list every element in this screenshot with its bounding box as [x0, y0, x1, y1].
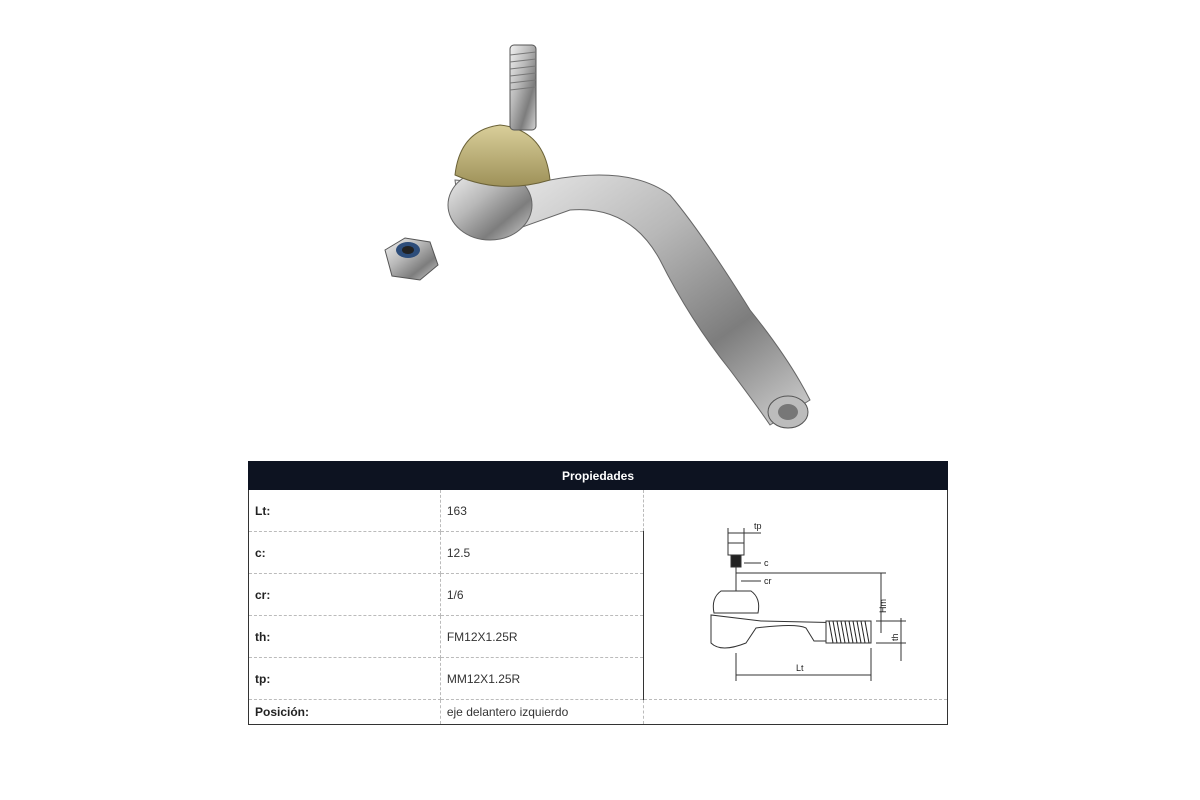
label-lt: Lt: [795, 663, 804, 673]
row-label: Posición:: [249, 700, 441, 725]
row-value: 163: [440, 490, 643, 532]
label-cr: cr: [763, 576, 772, 586]
row-label: th:: [249, 616, 441, 658]
row-label: c:: [249, 532, 441, 574]
table-header: Propiedades: [249, 462, 948, 490]
label-th: th: [889, 633, 900, 641]
product-image: [370, 30, 820, 450]
row-value: 1/6: [440, 574, 643, 616]
label-c: c: [763, 558, 769, 568]
row-label: Lt:: [249, 490, 441, 532]
row-value: MM12X1.25R: [440, 658, 643, 700]
table-row: [249, 490, 948, 532]
dimension-diagram-cell: [644, 490, 948, 700]
empty-cell: [644, 700, 948, 725]
dimension-diagram: [686, 503, 906, 683]
row-value: 12.5: [440, 532, 643, 574]
properties-table: [248, 461, 948, 725]
row-value: FM12X1.25R: [440, 616, 643, 658]
table-header-row: [249, 462, 948, 490]
label-tp: tp: [753, 521, 762, 531]
row-label: cr:: [249, 574, 441, 616]
row-value: eje delantero izquierdo: [440, 700, 643, 725]
row-label: tp:: [249, 658, 441, 700]
table-row: [249, 700, 948, 725]
label-hm: Hm: [877, 599, 888, 613]
rubber-boot: [455, 125, 550, 186]
